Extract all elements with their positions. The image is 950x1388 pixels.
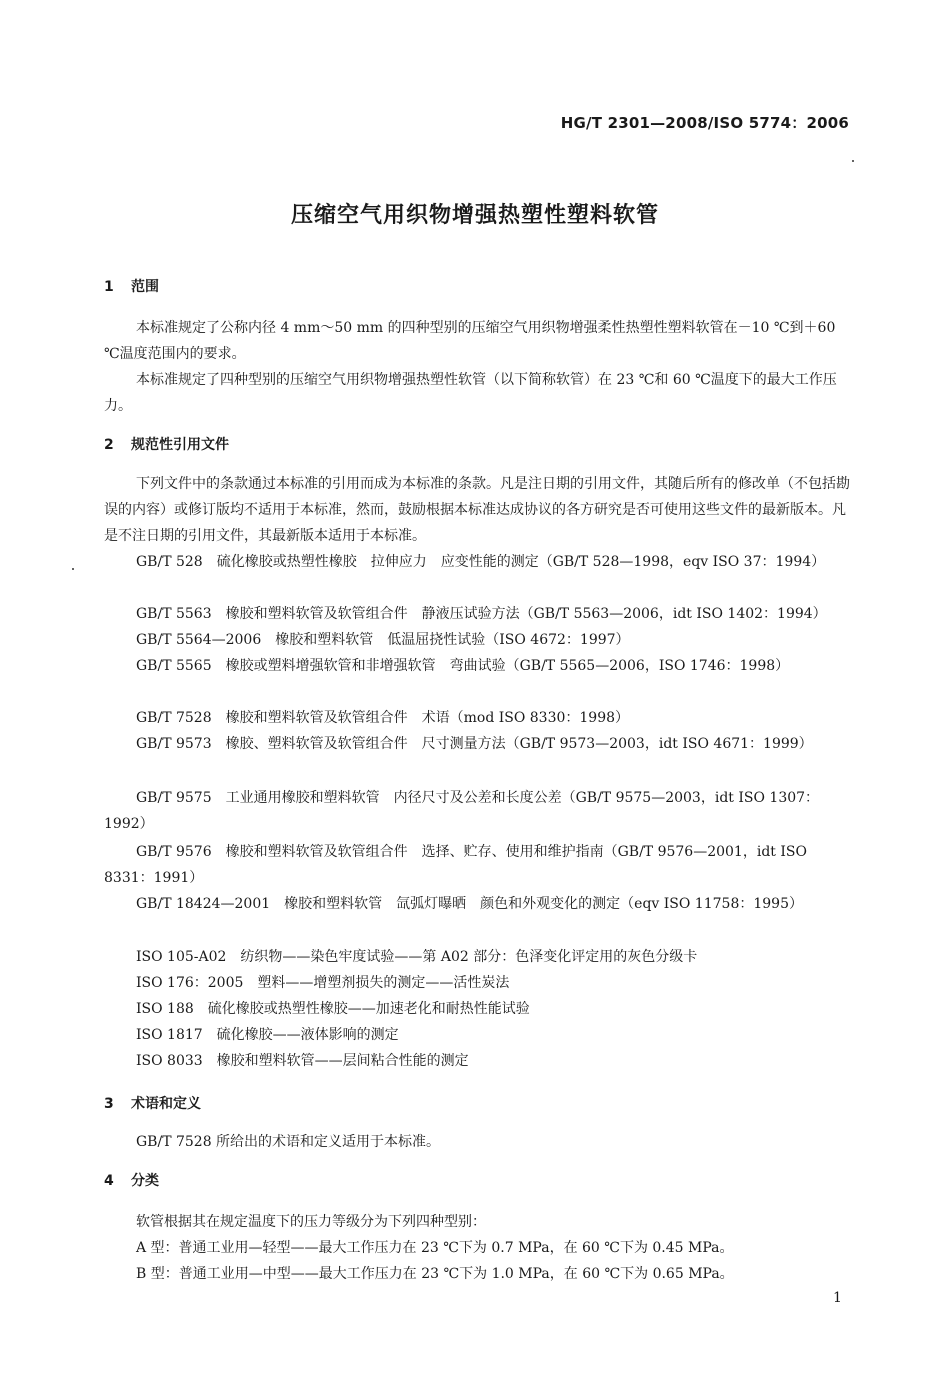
section-title: 分类 xyxy=(131,1173,159,1189)
section-number: 1 xyxy=(104,279,114,295)
reference-entry: GB/T 18424—2001 橡胶和塑料软管 氙弧灯曝晒 颜色和外观变化的测定（eqv ISO 11758：1995） xyxy=(136,896,803,912)
reference-entry: GB/T 5563 橡胶和塑料软管及软管组合件 静液压试验方法（GB/T 5563—2006，idt ISO 1402：1994） xyxy=(136,606,827,622)
reference-entry: GB/T 5564—2006 橡胶和塑料软管 低温屈挠性试验（ISO 4672：1997） xyxy=(136,632,630,648)
reference-entry: GB/T 9575 工业通用橡胶和塑料软管 内径尺寸及公差和长度公差（GB/T 9575—2003，idt ISO 1307：1992） xyxy=(104,790,820,832)
reference-entry: GB/T 5565 橡胶或塑料增强软管和非增强软管 弯曲试验（GB/T 5565—2006，ISO 1746：1998） xyxy=(136,658,790,674)
reference-entry: GB/T 528 硫化橡胶或热塑性橡胶 拉伸应力 应变性能的测定（GB/T 528—1998，eqv ISO 37：1994） xyxy=(136,554,826,570)
classification-type-a: A 型：普通工业用—轻型——最大工作压力在 23 ℃下为 0.7 MPa，在 60 ℃下为 0.45 MPa。 xyxy=(136,1240,734,1256)
iso-reference-entry: ISO 1817 硫化橡胶——液体影响的测定 xyxy=(136,1027,399,1043)
normative-intro-paragraph: 下列文件中的条款通过本标准的引用而成为本标准的条款。凡是注日期的引用文件，其随后所有的修改单（不包括勘误的内容）或修订版均不适用于本标准，然而，鼓励根据本标准达成协议的各方研究是否可使用这些文件的最新版本。凡是不注日期的引用文件，其最新版本适用于本标准。 xyxy=(104,476,850,544)
iso-reference-entry: ISO 188 硫化橡胶或热塑性橡胶——加速老化和耐热性能试验 xyxy=(136,1001,530,1017)
iso-reference-entry: ISO 176：2005 塑料——增塑剂损失的测定——活性炭法 xyxy=(136,975,510,991)
scan-speck xyxy=(852,160,854,162)
section-number: 4 xyxy=(104,1173,114,1189)
classification-type-b: B 型：普通工业用—中型——最大工作压力在 23 ℃下为 1.0 MPa，在 60 ℃下为 0.65 MPa。 xyxy=(136,1266,734,1282)
section-1-heading xyxy=(104,276,159,296)
reference-entry: GB/T 7528 橡胶和塑料软管及软管组合件 术语（mod ISO 8330：1998） xyxy=(136,710,630,726)
section-4-heading xyxy=(104,1170,159,1190)
terms-paragraph: GB/T 7528 所给出的术语和定义适用于本标准。 xyxy=(136,1134,441,1150)
section-title: 范围 xyxy=(131,279,159,295)
iso-reference-entry: ISO 8033 橡胶和塑料软管——层间粘合性能的测定 xyxy=(136,1053,469,1069)
iso-reference-entry: ISO 105-A02 纺织物——染色牢度试验——第 A02 部分：色泽变化评定用的灰色分级卡 xyxy=(136,949,698,965)
section-3-heading xyxy=(104,1093,201,1113)
scan-speck xyxy=(72,568,74,570)
section-number: 2 xyxy=(104,437,114,453)
document-title: 压缩空气用织物增强热塑性塑料软管 xyxy=(290,203,659,228)
scope-paragraph-2: 本标准规定了四种型别的压缩空气用织物增强热塑性软管（以下简称软管）在 23 ℃和 60 ℃温度下的最大工作压力。 xyxy=(104,372,837,414)
classification-intro: 软管根据其在规定温度下的压力等级分为下列四种型别： xyxy=(136,1214,486,1230)
scope-paragraph-1: 本标准规定了公称内径 4 mm～50 mm 的四种型别的压缩空气用织物增强柔性热塑性塑料软管在－10 ℃到＋60 ℃温度范围内的要求。 xyxy=(104,320,836,362)
reference-entry: GB/T 9576 橡胶和塑料软管及软管组合件 选择、贮存、使用和维护指南（GB/T 9576—2001，idt ISO 8331：1991） xyxy=(104,844,807,886)
page-number: 1 xyxy=(833,1290,842,1306)
section-number: 3 xyxy=(104,1096,114,1112)
standard-code-header: HG/T 2301—2008/ISO 5774：2006 xyxy=(560,114,849,132)
section-title: 规范性引用文件 xyxy=(131,437,229,453)
section-title: 术语和定义 xyxy=(131,1096,201,1112)
reference-entry: GB/T 9573 橡胶、塑料软管及软管组合件 尺寸测量方法（GB/T 9573—2003，idt ISO 4671：1999） xyxy=(136,736,813,752)
section-2-heading xyxy=(104,434,229,454)
